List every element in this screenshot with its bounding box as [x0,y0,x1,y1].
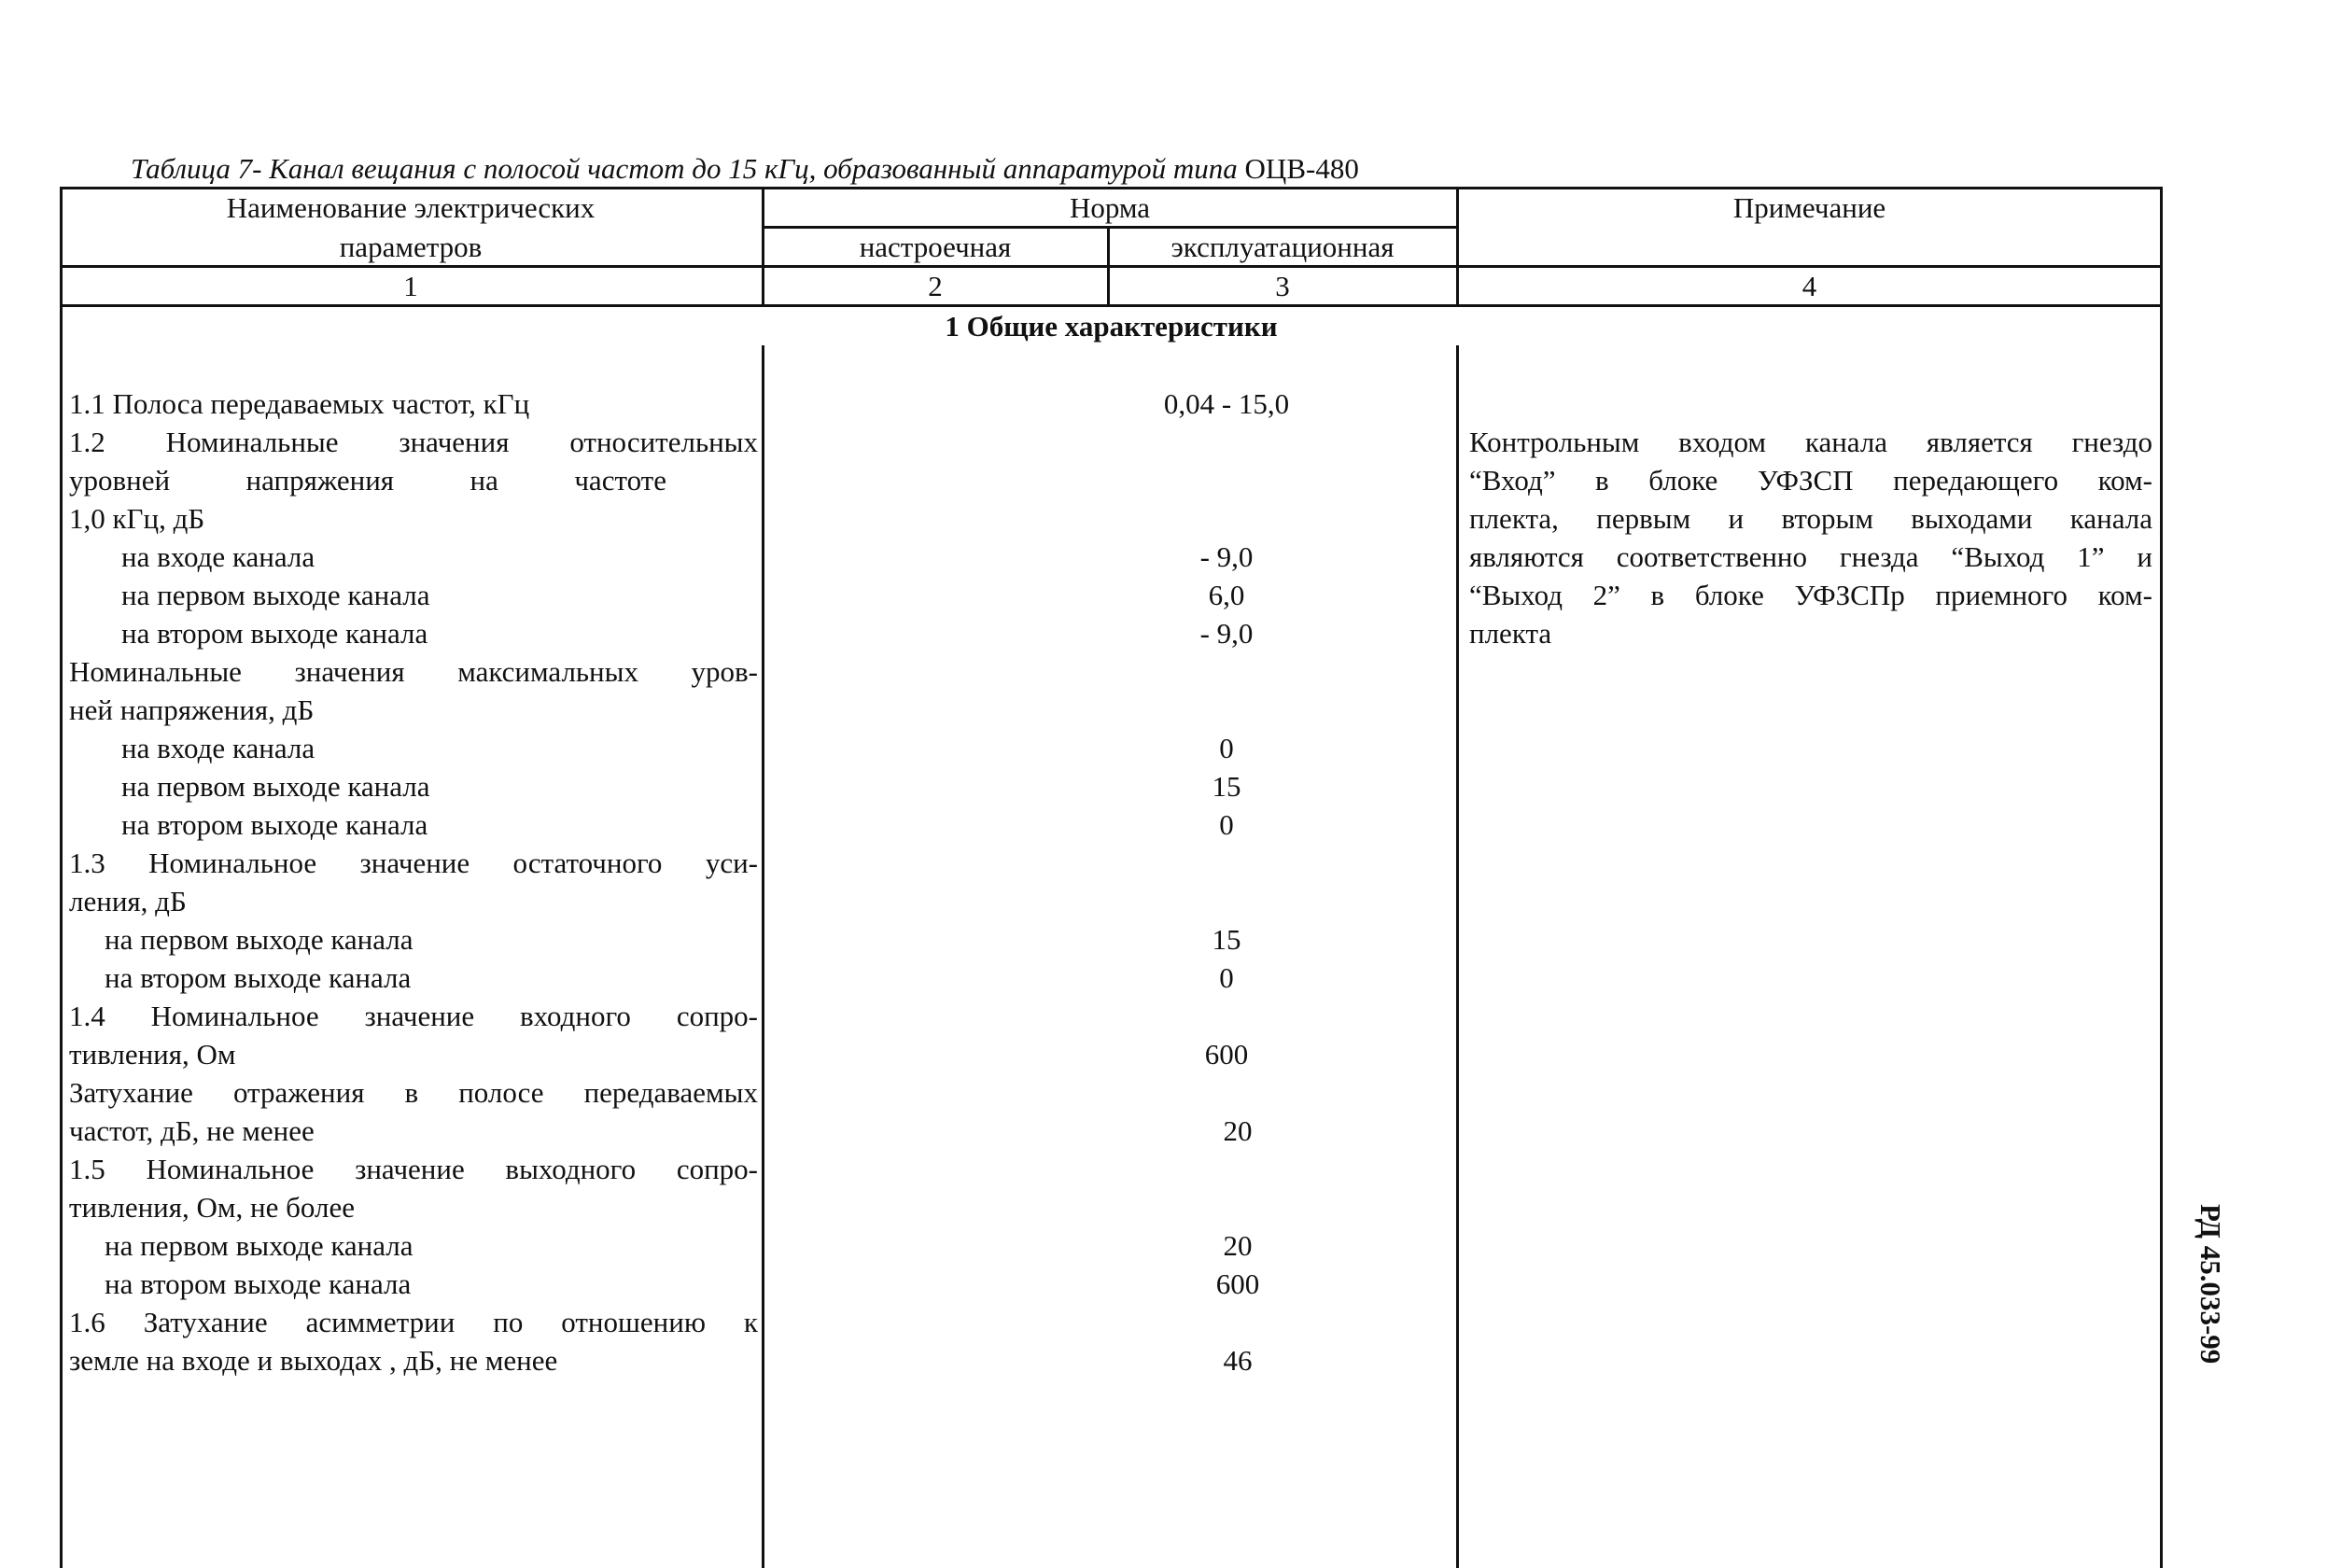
table-row [60,1341,2163,1379]
param-cell: 1.1 Полоса передаваемых частот, кГц [69,387,530,420]
value-cell: 20 [1223,1229,1253,1262]
norm-subheader-rule [762,226,1458,229]
table-row [60,1073,2163,1112]
table-row [60,538,2163,576]
param-cell: на втором выходе канала [121,808,428,841]
table-row [60,652,2163,691]
header-bottom-rule [60,265,2163,268]
header-tuning: настроечная [859,231,1012,263]
value-cell: 20 [1223,1114,1253,1147]
note-cell: “Вход” в блоке УФЗСП передающего ком- [1469,464,2152,497]
note-cell: “Выход 2” в блоке УФЗСПр приемного ком- [1469,579,2152,611]
table-row [60,805,2163,844]
param-cell: частот, дБ, не менее [69,1114,315,1147]
param-cell: на втором выходе канала [105,1267,412,1300]
table-row [60,997,2163,1035]
param-cell: уровней напряжения на частоте [69,464,666,497]
table-caption [131,151,1359,187]
table-row [60,1112,2163,1150]
param-cell: на входе канала [121,540,315,573]
param-cell: ления, дБ [69,885,187,917]
table-row [60,1303,2163,1341]
value-cell: 15 [1212,923,1241,956]
param-cell: на втором выходе канала [121,617,428,650]
param-cell: ней напряжения, дБ [69,693,315,726]
param-cell: тивления, Ом, не более [69,1191,355,1224]
value-cell: 15 [1212,770,1241,803]
table-row [60,423,2163,461]
value-cell: 46 [1223,1344,1253,1377]
value-cell: 6,0 [1208,579,1245,611]
param-cell: 1.6 Затухание асимметрии по отношению к [69,1306,758,1338]
note-cell: Контрольным входом канала является гнездо [1469,426,2152,458]
table-row [60,1150,2163,1188]
section-title: 1 Общие характеристики [945,310,1278,343]
value-cell: - 9,0 [1199,540,1254,573]
value-cell: 600 [1215,1267,1260,1300]
param-cell: 1.3 Номинальное значение остаточного уси- [69,847,758,879]
note-cell: плекта, первым и вторым выходами канала [1469,502,2152,535]
header-note: Примечание [1732,191,1886,224]
param-cell: 1,0 кГц, дБ [69,502,205,535]
param-cell: 1.2 Номинальные значения относительных [69,426,758,458]
value-cell: 0,04 - 15,0 [1163,387,1290,420]
table-row [60,614,2163,652]
table-row [60,959,2163,997]
column-number-4: 4 [1801,270,1817,302]
table-row [60,882,2163,920]
header-operational: эксплуатационная [1171,231,1395,263]
param-cell: на первом выходе канала [121,770,430,803]
param-cell: 1.5 Номинальное значение выходного сопро- [69,1153,758,1185]
param-cell: тивления, Ом [69,1038,236,1071]
table-row [60,499,2163,538]
table-row [60,1035,2163,1073]
param-cell: на втором выходе канала [105,961,412,994]
value-cell: - 9,0 [1199,617,1254,650]
header-param-line2: параметров [339,231,483,263]
param-cell: на первом выходе канала [105,1229,414,1262]
header-param-line1: Наименование электрических [226,191,596,224]
column-number-2: 2 [928,270,943,302]
table-row [60,385,2163,423]
document-identifier: РД 45.033-99 [2194,1204,2227,1365]
note-cell: являются соответственно гнезда “Выход 1” и [1469,540,2152,573]
param-cell: на входе канала [121,732,315,764]
column-numbers-rule [60,304,2163,307]
table-row [60,844,2163,882]
table-row [60,1265,2163,1303]
note-cell: плекта [1469,617,1552,650]
header-norm: Норма [1069,191,1151,224]
table-top-border [60,187,2163,189]
table-row [60,461,2163,499]
table-row [60,1188,2163,1226]
table-row [60,576,2163,614]
value-cell: 0 [1219,961,1234,994]
table-row [60,920,2163,959]
param-cell: на первом выходе канала [105,923,414,956]
param-cell: Номинальные значения максимальных уров- [69,655,758,688]
param-cell: на первом выходе канала [121,579,430,611]
caption-device-type: ОЦВ-480 [1237,152,1359,185]
table-row [60,691,2163,729]
column-number-3: 3 [1275,270,1290,302]
value-cell: 0 [1219,808,1234,841]
table-row [60,729,2163,767]
param-cell: земле на входе и выходах , дБ, не менее [69,1344,558,1377]
table-row [60,1226,2163,1265]
table-row [60,767,2163,805]
value-cell: 600 [1204,1038,1249,1071]
value-cell: 0 [1219,732,1234,764]
param-cell: Затухание отражения в полосе передаваемых [69,1076,758,1109]
column-number-1: 1 [403,270,418,302]
param-cell: 1.4 Номинальное значение входного сопро- [69,1000,758,1032]
caption-italic: Таблица 7- Канал вещания с полосой частот до 15 кГц, образованный аппаратурой типа [131,152,1238,185]
